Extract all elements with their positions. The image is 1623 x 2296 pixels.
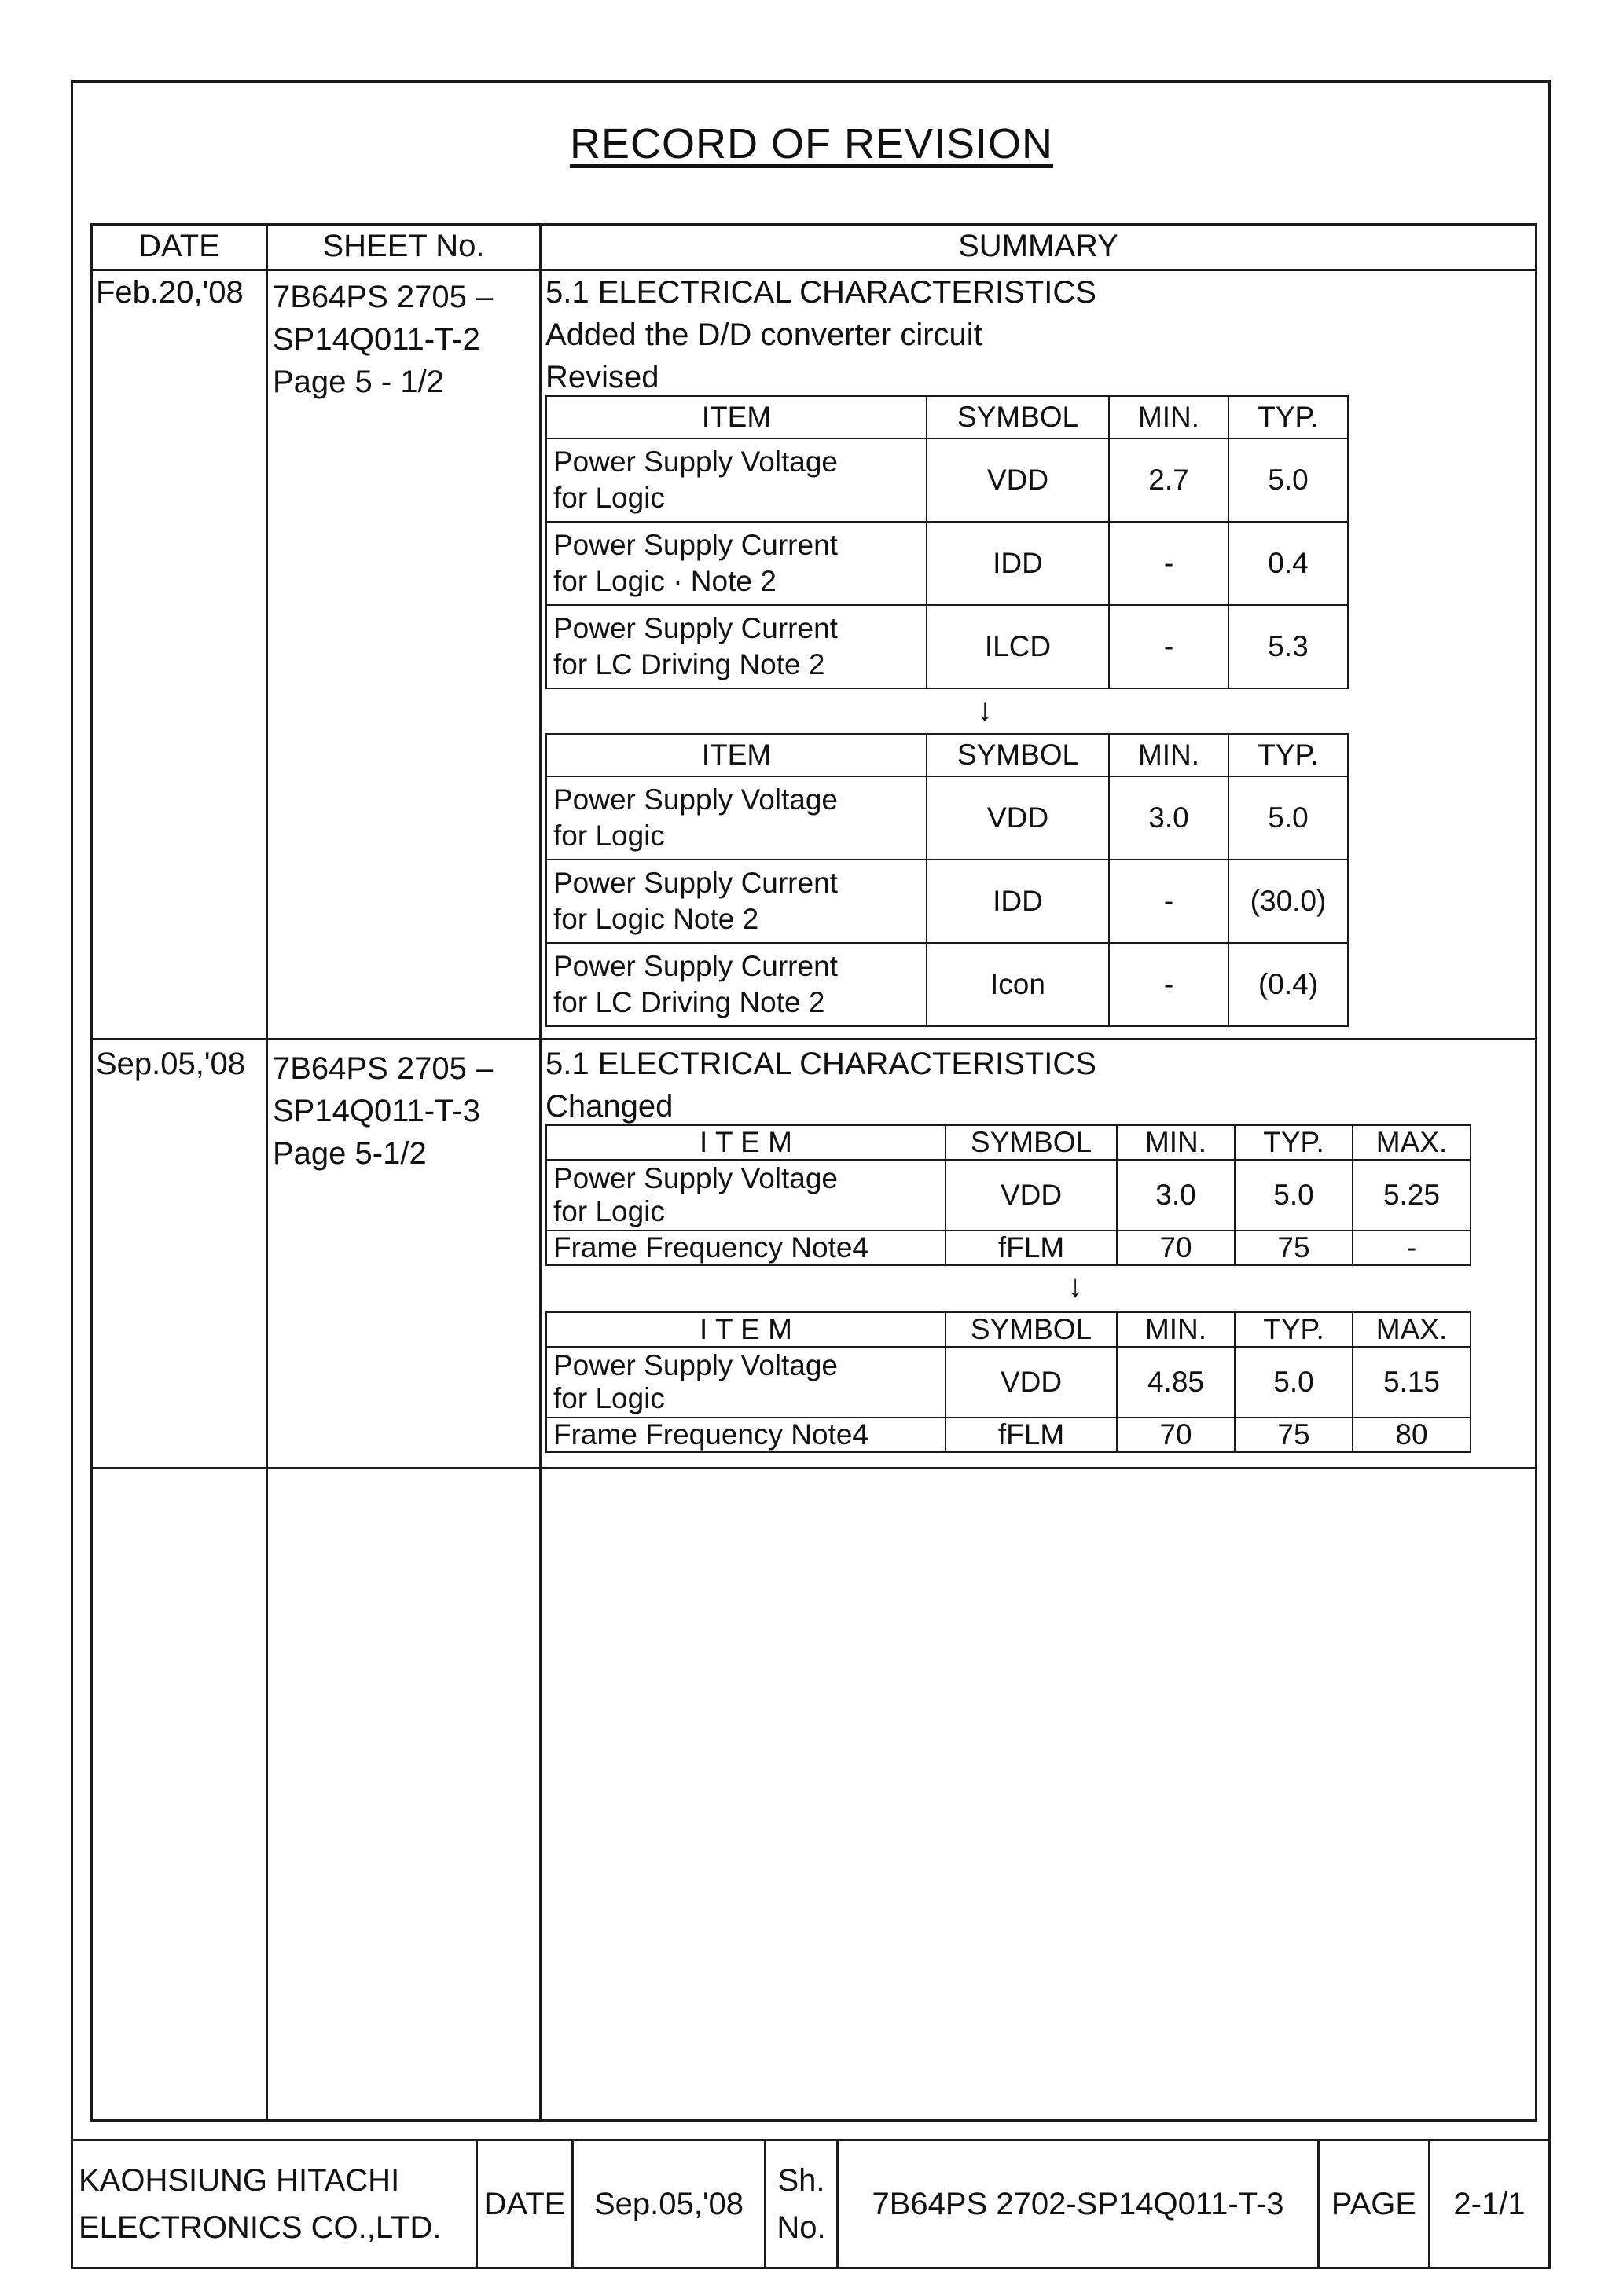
revision-1-before-table <box>545 395 1349 689</box>
revision-2-summary-line-2: Changed <box>545 1089 674 1124</box>
typ-cell: 0.4 <box>1228 522 1348 605</box>
revision-table <box>90 223 1537 2122</box>
date-column-divider <box>266 226 268 2119</box>
col-max: MAX. <box>1353 1312 1471 1347</box>
symbol-cell: VDD <box>946 1160 1117 1231</box>
max-cell: 80 <box>1353 1418 1471 1452</box>
revision-1-summary-line-1: 5.1 ELECTRICAL CHARACTERISTICS <box>545 275 1096 310</box>
col-symbol: SYMBOL <box>946 1125 1117 1160</box>
revision-1-after-table <box>545 733 1349 1027</box>
revision-2-after-table <box>545 1311 1471 1453</box>
symbol-cell: VDD <box>946 1347 1117 1418</box>
revision-2-before-table <box>545 1124 1471 1266</box>
table-row <box>546 943 1348 1026</box>
col-max: MAX. <box>1353 1125 1471 1160</box>
col-min: MIN. <box>1117 1125 1235 1160</box>
col-symbol: SYMBOL <box>946 1312 1117 1347</box>
col-min: MIN. <box>1109 734 1228 776</box>
typ-cell: 5.0 <box>1235 1347 1353 1418</box>
table-row <box>546 1231 1471 1265</box>
item-cell: Power Supply Current for Logic Note 2 <box>546 860 927 943</box>
table-row <box>546 438 1348 522</box>
min-cell: - <box>1109 522 1228 605</box>
row-divider-2 <box>93 1467 1535 1469</box>
col-item: I T E M <box>546 1312 946 1347</box>
footer-title-block <box>71 2139 1551 2269</box>
revision-2-date: Sep.05,'08 <box>96 1047 246 1081</box>
max-cell: 5.25 <box>1353 1160 1471 1231</box>
col-item: ITEM <box>546 396 927 438</box>
symbol-cell: VDD <box>927 438 1109 522</box>
revision-1-date: Feb.20,'08 <box>96 275 244 310</box>
col-symbol: SYMBOL <box>927 396 1109 438</box>
typ-cell: 5.0 <box>1228 776 1348 860</box>
company-name-line-1: KAOHSIUNG HITACHI <box>79 2163 400 2198</box>
item-cell: Frame Frequency Note4 <box>546 1231 946 1265</box>
table-header-row <box>546 396 1348 438</box>
item-cell: Power Supply Voltage for Logic <box>546 1160 946 1231</box>
sheet-label-line-1: Sh. <box>777 2163 825 2198</box>
min-cell: - <box>1109 943 1228 1026</box>
typ-cell: 75 <box>1235 1418 1353 1452</box>
typ-cell: 5.0 <box>1235 1160 1353 1231</box>
col-symbol: SYMBOL <box>927 734 1109 776</box>
item-cell: Power Supply Current for Logic · Note 2 <box>546 522 927 605</box>
revision-2-sheet-line-3: Page 5-1/2 <box>273 1136 427 1171</box>
footer-page-label: PAGE <box>1331 2186 1417 2221</box>
symbol-cell: VDD <box>927 776 1109 860</box>
typ-cell: (0.4) <box>1228 943 1348 1026</box>
sheet-column-divider <box>539 226 542 2119</box>
revision-1-summary-line-2: Added the D/D converter circuit <box>545 317 982 352</box>
down-arrow-icon: ↓ <box>977 693 993 728</box>
item-cell: Frame Frequency Note4 <box>546 1418 946 1452</box>
down-arrow-icon: ↓ <box>1067 1269 1083 1304</box>
footer-sheet-label <box>766 2139 836 2269</box>
min-cell: 70 <box>1117 1418 1235 1452</box>
item-cell: Power Supply Current for LC Driving Note 2 <box>546 943 927 1026</box>
col-item: ITEM <box>546 734 927 776</box>
table-row <box>546 605 1348 688</box>
min-cell: 3.0 <box>1117 1160 1235 1231</box>
symbol-cell: ILCD <box>927 605 1109 688</box>
table-header-row <box>546 1125 1471 1160</box>
typ-cell: 5.3 <box>1228 605 1348 688</box>
col-min: MIN. <box>1109 396 1228 438</box>
min-cell: 3.0 <box>1109 776 1228 860</box>
revision-1-sheet-line-1: 7B64PS 2705 – <box>273 280 494 314</box>
revision-2-summary-line-1: 5.1 ELECTRICAL CHARACTERISTICS <box>545 1047 1096 1081</box>
company-name <box>79 2139 476 2269</box>
typ-cell: 5.0 <box>1228 438 1348 522</box>
table-header-row <box>546 1312 1471 1347</box>
max-cell: 5.15 <box>1353 1347 1471 1418</box>
min-cell: - <box>1109 605 1228 688</box>
revision-1-sheet-line-2: SP14Q011-T-2 <box>273 322 480 357</box>
table-row <box>546 776 1348 860</box>
item-cell: Power Supply Current for LC Driving Note 2 <box>546 605 927 688</box>
min-cell: 2.7 <box>1109 438 1228 522</box>
col-typ: TYP. <box>1235 1125 1353 1160</box>
table-row <box>546 1160 1471 1231</box>
revision-2-sheet-line-1: 7B64PS 2705 – <box>273 1051 494 1086</box>
table-row <box>546 522 1348 605</box>
symbol-cell: IDD <box>927 860 1109 943</box>
revision-1-summary-line-3: Revised <box>545 360 659 394</box>
symbol-cell: Icon <box>927 943 1109 1026</box>
typ-cell: (30.0) <box>1228 860 1348 943</box>
min-cell: - <box>1109 860 1228 943</box>
col-min: MIN. <box>1117 1312 1235 1347</box>
company-name-line-2: ELECTRONICS CO.,LTD. <box>79 2210 442 2245</box>
symbol-cell: fFLM <box>946 1418 1117 1452</box>
revision-1-sheet-line-3: Page 5 - 1/2 <box>273 365 444 399</box>
col-typ: TYP. <box>1228 396 1348 438</box>
header-summary: SUMMARY <box>958 229 1118 263</box>
footer-date-label: DATE <box>483 2186 566 2221</box>
table-row <box>546 860 1348 943</box>
table-row <box>546 1347 1471 1418</box>
item-cell: Power Supply Voltage for Logic <box>546 438 927 522</box>
typ-cell: 75 <box>1235 1231 1353 1265</box>
max-cell: - <box>1353 1231 1471 1265</box>
symbol-cell: fFLM <box>946 1231 1117 1265</box>
sheet-label-line-2: No. <box>777 2210 826 2245</box>
row-divider-1 <box>93 1038 1535 1040</box>
footer-page-value: 2-1/1 <box>1453 2186 1526 2221</box>
col-item: I T E M <box>546 1125 946 1160</box>
page-title: RECORD OF REVISION <box>569 120 1054 167</box>
footer-date-value: Sep.05,'08 <box>593 2186 744 2221</box>
header-sheet-no: SHEET No. <box>322 229 485 263</box>
item-cell: Power Supply Voltage for Logic <box>546 776 927 860</box>
col-typ: TYP. <box>1228 734 1348 776</box>
header-date: DATE <box>138 229 220 263</box>
table-header-row <box>546 734 1348 776</box>
table-row <box>546 1418 1471 1452</box>
col-typ: TYP. <box>1235 1312 1353 1347</box>
min-cell: 70 <box>1117 1231 1235 1265</box>
min-cell: 4.85 <box>1117 1347 1235 1418</box>
item-cell: Power Supply Voltage for Logic <box>546 1347 946 1418</box>
footer-sheet-number: 7B64PS 2702-SP14Q011-T-3 <box>872 2186 1284 2221</box>
revision-2-sheet-line-2: SP14Q011-T-3 <box>273 1094 480 1128</box>
symbol-cell: IDD <box>927 522 1109 605</box>
